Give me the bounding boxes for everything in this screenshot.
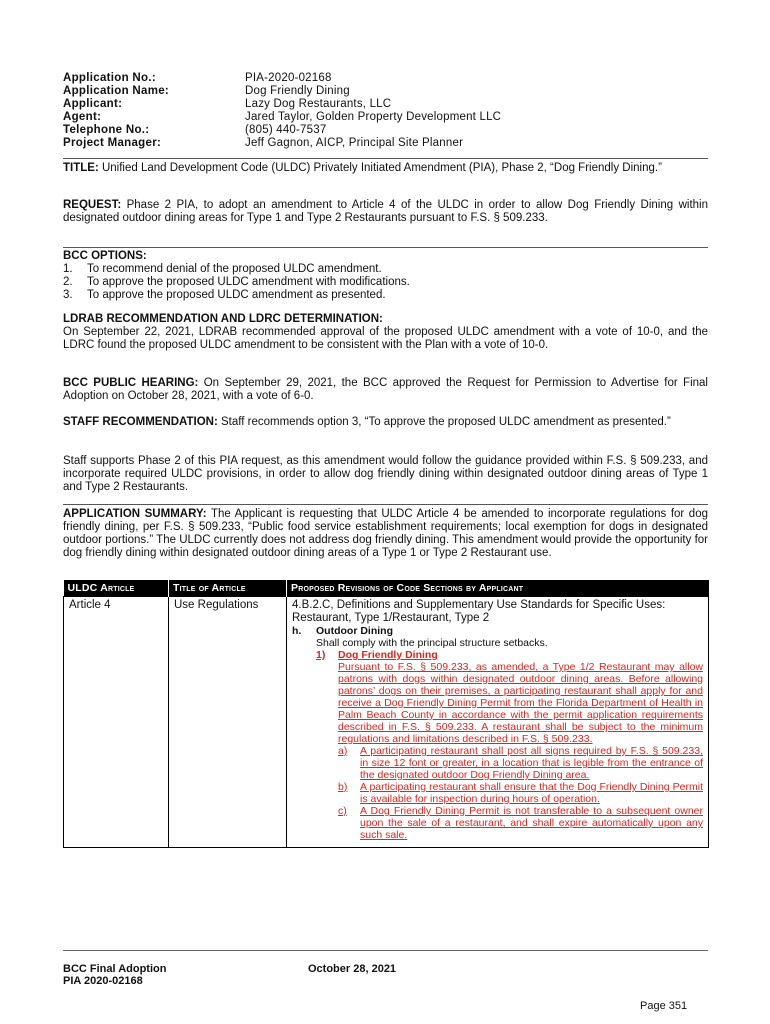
- footer-pia-number: PIA 2020-02168: [63, 975, 143, 987]
- title-text: Unified Land Development Code (ULDC) Privately Initiated Amendment (PIA), Phase 2, “Dog Friendly Dining.”: [98, 162, 662, 174]
- ldrab-section: [63, 313, 708, 352]
- info-label: Application No.:: [63, 72, 156, 84]
- column-header: Proposed Revisions of Code Sections by Applicant: [287, 580, 709, 597]
- info-value: (805) 440-7537: [245, 124, 327, 136]
- table-row: [64, 597, 709, 848]
- divider: [63, 158, 708, 159]
- info-label: Project Manager:: [63, 137, 162, 149]
- option-number: 3.: [63, 289, 73, 301]
- hearing-text: On September 29, 2021, the BCC approved the Request for Permission to Advertise for Final Adoption on October 28, 2021, with a vote of 6-0.: [63, 377, 708, 402]
- title-cell: Use Regulations: [169, 597, 287, 848]
- sub-item-number: a): [338, 745, 348, 757]
- option-number: 1.: [63, 263, 73, 275]
- info-row: [63, 137, 708, 150]
- staff-recommendation-section: [63, 416, 708, 429]
- option-item: [63, 263, 708, 276]
- info-label: Applicant:: [63, 98, 123, 110]
- bcc-options-section: [63, 250, 708, 302]
- subsection-h: [292, 625, 703, 637]
- info-value: Jeff Gagnon, AICP, Principal Site Planner: [245, 137, 464, 149]
- staff-support-paragraph: [63, 455, 708, 494]
- sub-item-text: A Dog Friendly Dining Permit is not transferable to a subsequent owner upon the sale of a restaurant, and shall expire automatically upon any such sale.: [360, 805, 703, 841]
- info-row: [63, 111, 708, 124]
- hearing-label: BCC PUBLIC HEARING:: [63, 377, 199, 389]
- public-hearing-section: [63, 377, 708, 403]
- ldrab-text: On September 22, 2021, LDRAB recommended approval of the proposed ULDC amendment with a vote of 10-0, and the LDRC found the proposed ULDC amendment to be consistent with the Plan with a vote of 10-0.: [63, 326, 708, 351]
- sub-item-number: b): [338, 781, 348, 793]
- sub-item-text: A participating restaurant shall ensure that the Dog Friendly Dining Permit is available for inspection during hours of operation.: [360, 781, 703, 805]
- divider: [63, 247, 708, 248]
- column-header: Title of Article: [169, 580, 287, 597]
- application-info: [63, 72, 708, 150]
- column-header: ULDC Article: [64, 580, 169, 597]
- info-row: [63, 124, 708, 137]
- summary-text: The Applicant is requesting that ULDC Article 4 be amended to incorporate regulations for dog friendly dining, per F.S. § 509.233, “Public food service establishment requirements; local exemption for dogs in designated outdoor portions.” The ULDC currently does not address dog friendly dining. This amendment would provide the opportunity for dog friendly dining within designated outdoor dining areas of a Type 1 or Type 2 Restaurant use.: [63, 508, 708, 559]
- revision-cell: [287, 597, 709, 848]
- sub-item: [292, 805, 703, 841]
- summary-label: APPLICATION SUMMARY:: [63, 508, 207, 520]
- info-value: Jared Taylor, Golden Property Development LLC: [245, 111, 502, 123]
- option-text: To recommend denial of the proposed ULDC amendment.: [87, 263, 382, 275]
- sub-item: [292, 781, 703, 805]
- divider: [63, 504, 708, 505]
- info-row: [63, 98, 708, 111]
- item-title: Dog Friendly Dining: [338, 649, 438, 661]
- use-heading: Restaurant, Type 1/Restaurant, Type 2: [292, 612, 490, 624]
- bcc-options-heading: BCC OPTIONS:: [63, 250, 147, 262]
- title-label: TITLE:: [63, 162, 99, 174]
- info-value: Lazy Dog Restaurants, LLC: [245, 98, 392, 110]
- staff-support-text: Staff supports Phase 2 of this PIA request, as this amendment would follow the guidance provided within F.S. § 509.233, and incorporate required ULDC provisions, in order to allow dog friendly dining within designated outdoor dining areas of Type 1 and Type 2 Restaurants.: [63, 455, 708, 493]
- request-text: Phase 2 PIA, to adopt an amendment to Article 4 of the ULDC in order to allow Dog Friendly Dining within designated outdoor dining areas for Type 1 and Type 2 Restaurants pursuant to F.S. § 509.233.: [63, 199, 708, 224]
- sub-item-number: c): [338, 805, 347, 817]
- option-item: [63, 289, 708, 302]
- staff-rec-label: STAFF RECOMMENDATION:: [63, 416, 218, 428]
- info-row: [63, 85, 708, 98]
- option-text: To approve the proposed ULDC amendment with modifications.: [87, 276, 410, 288]
- sub-item-text: A participating restaurant shall post all signs required by F.S. § 509.233, in size 12 font or greater, in a location that is legible from the entrance of the designated outdoor Dog Friendly Dining area.: [360, 745, 703, 781]
- info-label: Telephone No.:: [63, 124, 150, 136]
- footer-date: October 28, 2021: [308, 963, 397, 975]
- subsection-text: Shall comply with the principal structure setbacks.: [316, 637, 548, 649]
- article-cell: Article 4: [64, 597, 169, 848]
- item-1-text: Pursuant to F.S. § 509.233, as amended, a Type 1/2 Restaurant may allow patrons with dogs within designated outdoor dining areas. Before allowing patrons’ dogs on their premises, a participating restaurant shall apply for and receive a Dog Friendly Dining Permit from the Florida Department of Health in Palm Beach County in accordance with the permit application requirements described in F.S. § 509.233. A restaurant shall be subject to the minimum regulations and limitations described in F.S. § 509.233.: [338, 661, 703, 745]
- info-label: Application Name:: [63, 85, 170, 97]
- footer-left: [63, 963, 166, 987]
- subsection-title: Outdoor Dining: [316, 625, 393, 637]
- request-label: REQUEST:: [63, 199, 122, 211]
- sub-item: [292, 745, 703, 781]
- footer-doc-title: BCC Final Adoption: [63, 963, 167, 975]
- footer-divider: [63, 950, 708, 951]
- subsection-label: h.: [292, 625, 302, 637]
- request-section: [63, 199, 708, 225]
- item-1: [292, 649, 703, 661]
- application-summary-section: [63, 508, 708, 560]
- info-value: Dog Friendly Dining: [245, 85, 350, 97]
- title-section: [63, 162, 708, 175]
- option-item: [63, 276, 708, 289]
- table-header-row: [64, 580, 709, 597]
- info-value: PIA-2020-02168: [245, 72, 332, 84]
- staff-rec-text: Staff recommends option 3, “To approve the proposed ULDC amendment as presented.”: [217, 416, 671, 428]
- info-row: [63, 72, 708, 85]
- section-heading: 4.B.2.C, Definitions and Supplementary Use Standards for Specific Uses:: [292, 599, 666, 611]
- revisions-table: [63, 580, 709, 848]
- option-text: To approve the proposed ULDC amendment as presented.: [87, 289, 386, 301]
- page-number: Page 351: [640, 1000, 688, 1012]
- info-label: Agent:: [63, 111, 102, 123]
- option-number: 2.: [63, 276, 73, 288]
- ldrab-heading: LDRAB RECOMMENDATION AND LDRC DETERMINATION:: [63, 313, 383, 325]
- item-number: 1): [316, 649, 326, 661]
